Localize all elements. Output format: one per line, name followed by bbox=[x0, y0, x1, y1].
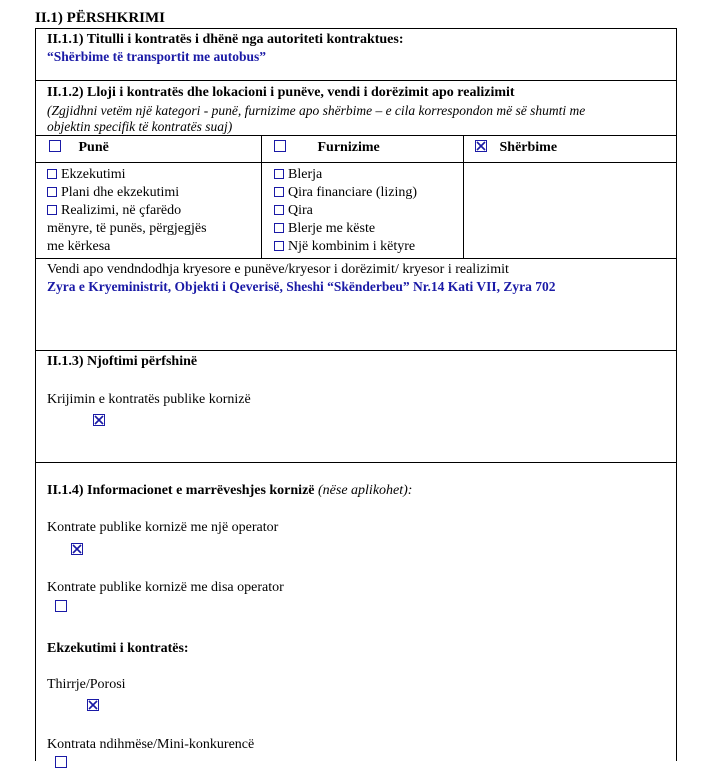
checkbox-icon[interactable] bbox=[47, 205, 57, 215]
s112-note-line1: (Zgjidhni vetëm një kategori - punë, furnizime apo shërbime – e cila korrespondon më së shumti me bbox=[47, 103, 586, 118]
pune-option-label: Plani dhe ekzekutimi bbox=[61, 185, 180, 200]
pune-option-label: Ekzekutimi bbox=[61, 167, 126, 182]
checkbox-icon[interactable] bbox=[274, 223, 284, 233]
checkbox-icon[interactable] bbox=[47, 169, 57, 179]
column-divider bbox=[463, 135, 464, 259]
furnizime-option-label: Blerja bbox=[288, 167, 323, 182]
s114-heading-row bbox=[47, 482, 412, 500]
pune-option[interactable] bbox=[47, 166, 207, 184]
checkbox-single-operator-checked[interactable] bbox=[71, 543, 83, 555]
option-order-label: Thirrje/Porosi bbox=[47, 677, 126, 692]
checkbox-icon[interactable] bbox=[274, 205, 284, 215]
pune-option-continuation: mënyre, të punës, përgjegjës bbox=[47, 221, 207, 236]
furnizime-option-label: Qira bbox=[288, 203, 313, 218]
pune-option-continuation: me kërkesa bbox=[47, 239, 111, 254]
pune-option[interactable] bbox=[47, 184, 207, 202]
execution-heading: Ekzekutimi i kontratës: bbox=[47, 641, 189, 656]
checkbox-furnizime[interactable] bbox=[274, 140, 286, 152]
row-divider bbox=[35, 462, 677, 463]
furnizime-option[interactable] bbox=[274, 220, 417, 238]
location-label: Vendi apo vendndodhja kryesore e punëve/kryesor i dorëzimit/ kryesor i realizimit bbox=[47, 262, 509, 277]
pune-option[interactable] bbox=[47, 202, 207, 220]
furnizime-option[interactable] bbox=[274, 166, 417, 184]
furnizime-options bbox=[274, 166, 417, 256]
check-x-icon bbox=[88, 700, 98, 710]
check-x-icon bbox=[72, 544, 82, 554]
checkbox-sherbime-checked[interactable] bbox=[475, 140, 487, 152]
furnizime-option[interactable] bbox=[274, 238, 417, 256]
category-pune[interactable] bbox=[49, 139, 109, 157]
category-sherbime[interactable] bbox=[475, 139, 557, 157]
pune-option-label: Realizimi, në çfarëdo bbox=[61, 203, 182, 218]
furnizime-option-label: Blerje me këste bbox=[288, 221, 376, 236]
checkbox-order-checked[interactable] bbox=[87, 699, 99, 711]
furnizime-option[interactable] bbox=[274, 202, 417, 220]
s113-heading: II.1.3) Njoftimi përfshinë bbox=[47, 354, 198, 369]
option-multi-operator-label: Kontrate publike kornizë me disa operator bbox=[47, 580, 284, 595]
checkbox-mini-competition[interactable] bbox=[55, 756, 67, 768]
checkbox-multi-operator[interactable] bbox=[55, 600, 67, 612]
column-divider bbox=[261, 135, 262, 259]
checkbox-framework-contract-checked[interactable] bbox=[93, 414, 105, 426]
s111-heading: II.1.1) Titulli i kontratës i dhënë nga autoriteti kontraktues: bbox=[47, 32, 404, 47]
check-x-icon bbox=[94, 415, 104, 425]
row-divider bbox=[35, 258, 677, 259]
s113-item-label: Krijimin e kontratës publike kornizë bbox=[47, 392, 251, 407]
furnizime-option-label: Një kombinim i këtyre bbox=[288, 239, 416, 254]
table-top-border bbox=[35, 28, 677, 29]
row-divider bbox=[35, 162, 677, 163]
checkbox-icon[interactable] bbox=[47, 187, 57, 197]
checkbox-icon[interactable] bbox=[274, 187, 284, 197]
s112-note-line2: objektin specifik të kontratës suaj) bbox=[47, 119, 233, 134]
category-furnizime[interactable] bbox=[274, 139, 380, 157]
category-sherbime-label: Shërbime bbox=[499, 140, 558, 155]
pune-options bbox=[47, 166, 207, 256]
option-mini-competition-label: Kontrata ndihmëse/Mini-konkurencë bbox=[47, 737, 255, 752]
furnizime-option[interactable] bbox=[274, 184, 417, 202]
s114-heading-note: (nëse aplikohet): bbox=[318, 483, 413, 498]
checkbox-icon[interactable] bbox=[274, 169, 284, 179]
option-single-operator-label: Kontrate publike kornizë me një operator bbox=[47, 520, 279, 535]
checkbox-icon[interactable] bbox=[274, 241, 284, 251]
s112-heading: II.1.2) Lloji i kontratës dhe lokacioni i punëve, vendi i dorëzimit apo realizimit bbox=[47, 85, 515, 100]
table-right-border bbox=[676, 28, 677, 761]
section-title: II.1) PËRSHKRIMI bbox=[35, 10, 166, 26]
row-divider bbox=[35, 80, 677, 81]
s114-heading: II.1.4) Informacionet e marrëveshjes kornizë bbox=[47, 483, 315, 498]
checkbox-pune[interactable] bbox=[49, 140, 61, 152]
category-pune-label: Punë bbox=[78, 140, 109, 155]
location-value: Zyra e Kryeministrit, Objekti i Qeverisë, Sheshi “Skënderbeu” Nr.14 Kati VII, Zyra 702 bbox=[47, 279, 556, 294]
category-furnizime-label: Furnizime bbox=[317, 140, 380, 155]
table-left-border bbox=[35, 28, 36, 761]
row-divider bbox=[35, 350, 677, 351]
row-divider bbox=[35, 135, 677, 136]
check-x-icon bbox=[476, 141, 486, 151]
furnizime-option-label: Qira financiare (lizing) bbox=[288, 185, 418, 200]
contract-title-value: “Shërbime të transportit me autobus” bbox=[47, 49, 266, 64]
